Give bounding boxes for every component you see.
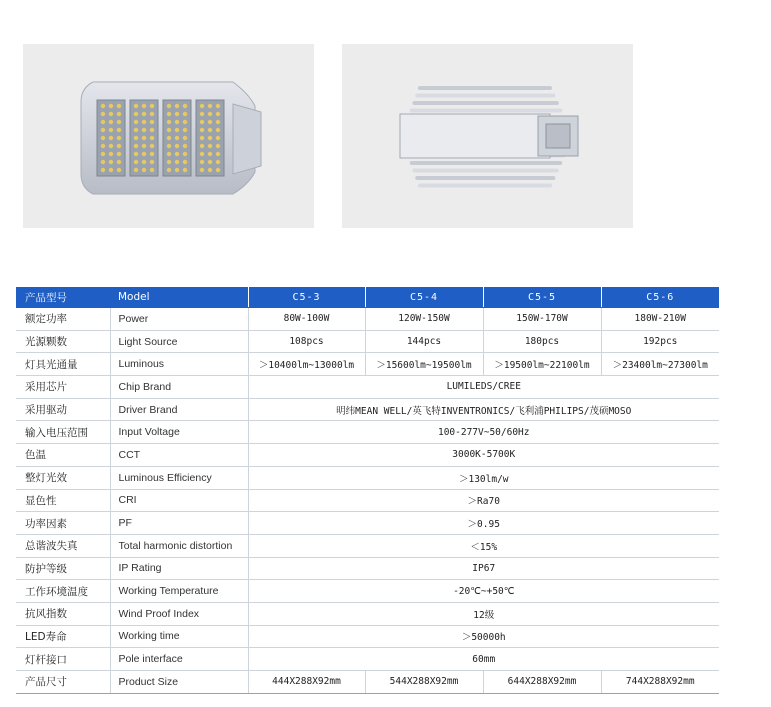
cell-value: 150W-170W [483,308,601,331]
led-dot [101,144,105,148]
cell-value: 180W-210W [601,308,719,331]
header-model-c5-6: C5-6 [601,287,719,308]
row-label-cn: 额定功率 [16,308,110,331]
table-row [16,512,719,535]
row-label-cn: LED寿命 [16,625,110,648]
product-photo-front [23,44,314,228]
led-dot [142,112,146,116]
led-dot [150,160,154,164]
led-dot [200,168,204,172]
led-dot [208,104,212,108]
led-dot [216,152,220,156]
led-dot [208,144,212,148]
led-dot [142,152,146,156]
heatsink-fin [412,169,558,173]
led-dot [117,160,121,164]
led-dot [101,120,105,124]
led-dot [109,136,113,140]
led-dot [216,104,220,108]
led-dot [117,128,121,132]
led-dot [101,160,105,164]
led-dot [175,120,179,124]
row-label-en: Working time [110,625,248,648]
table-row [16,671,719,694]
cell-value: 544X288X92mm [365,671,483,694]
led-dot [134,152,138,156]
led-dot [150,128,154,132]
led-dot [167,168,171,172]
cell-value: 80W-100W [248,308,365,331]
led-dot [167,144,171,148]
row-label-cn: 防护等级 [16,557,110,580]
header-model-c5-3: C5-3 [248,287,365,308]
row-label-cn: 功率因素 [16,512,110,535]
row-label-en: Chip Brand [110,376,248,399]
led-dot [183,128,187,132]
cell-value: ＞19500lm~22100lm [483,353,601,376]
led-dot [208,168,212,172]
led-dot [175,160,179,164]
cell-value: ＞23400lm~27300lm [601,353,719,376]
cell-value: 644X288X92mm [483,671,601,694]
row-label-en: Wind Proof Index [110,602,248,625]
led-dot [175,144,179,148]
cell-value: ＞15600lm~19500lm [365,353,483,376]
led-dot [134,112,138,116]
row-label-en: Total harmonic distortion [110,534,248,557]
led-dot [183,112,187,116]
table-row [16,602,719,625]
row-label-en: Input Voltage [110,421,248,444]
table-row [16,557,719,580]
led-dot [167,152,171,156]
led-dot [150,168,154,172]
row-label-en: Working Temperature [110,580,248,603]
row-label-cn: 光源颗数 [16,330,110,353]
led-dot [216,136,220,140]
led-dot [167,160,171,164]
table-row [16,330,719,353]
led-dot [216,128,220,132]
led-dot [167,120,171,124]
cell-value: ＞50000h [248,625,719,648]
cell-value: 明纬MEAN WELL/英飞特INVENTRONICS/飞利浦PHILIPS/茂硕MOSO [248,398,719,421]
led-dot [142,136,146,140]
row-label-en: Driver Brand [110,398,248,421]
cell-value: ＞Ra70 [248,489,719,512]
led-dot [183,160,187,164]
street-light-front-image [23,44,314,228]
led-dot [109,152,113,156]
table-row [16,376,719,399]
led-dot [109,120,113,124]
row-label-cn: 色温 [16,444,110,467]
cell-value: 60mm [248,648,719,671]
cell-value: 192pcs [601,330,719,353]
led-dot [109,104,113,108]
led-dot [175,168,179,172]
cell-value: -20℃~+50℃ [248,580,719,603]
led-dot [208,112,212,116]
led-dot [109,128,113,132]
row-label-en: Power [110,308,248,331]
table-row [16,353,719,376]
row-label-cn: 采用驱动 [16,398,110,421]
heatsink-fin [418,184,552,188]
led-dot [142,104,146,108]
header-model-en: Model [110,287,248,308]
row-label-en: Pole interface [110,648,248,671]
led-dot [167,136,171,140]
led-dot [109,168,113,172]
led-dot [150,152,154,156]
led-dot [183,104,187,108]
led-dot [208,152,212,156]
led-dot [200,104,204,108]
header-model-c5-5: C5-5 [483,287,601,308]
led-dot [200,120,204,124]
led-dot [183,144,187,148]
led-dot [167,104,171,108]
cell-value: 744X288X92mm [601,671,719,694]
row-label-cn: 采用芯片 [16,376,110,399]
led-dot [200,112,204,116]
row-label-en: Luminous Efficiency [110,466,248,489]
spec-table [16,287,719,694]
led-dot [109,112,113,116]
heatsink-fin [415,176,555,180]
led-dot [216,168,220,172]
led-dot [175,128,179,132]
cell-value: 3000K-5700K [248,444,719,467]
led-dot [142,120,146,124]
led-dot [117,120,121,124]
cell-value: ＜15% [248,534,719,557]
led-dot [117,152,121,156]
led-dot [117,144,121,148]
heatsink-fin [410,161,562,165]
street-light-back-image [342,44,633,228]
cell-value: ＞0.95 [248,512,719,535]
led-dot [142,160,146,164]
led-dot [167,112,171,116]
led-dot [175,136,179,140]
led-dot [101,104,105,108]
led-dot [109,160,113,164]
row-label-en: Luminous [110,353,248,376]
row-label-cn: 灯具光通量 [16,353,110,376]
row-label-cn: 工作环境温度 [16,580,110,603]
row-label-en: Product Size [110,671,248,694]
led-dot [150,120,154,124]
led-dot [150,112,154,116]
row-label-en: CCT [110,444,248,467]
table-row [16,625,719,648]
led-dot [134,128,138,132]
led-dot [175,104,179,108]
led-dot [150,144,154,148]
cell-value: ＞10400lm~13000lm [248,353,365,376]
led-dot [134,104,138,108]
table-row [16,444,719,467]
led-dot [142,144,146,148]
cell-value: 100-277V~50/60Hz [248,421,719,444]
cell-value: 144pcs [365,330,483,353]
led-dot [101,168,105,172]
led-dot [200,144,204,148]
led-dot [216,144,220,148]
row-label-en: PF [110,512,248,535]
led-dot [175,152,179,156]
led-dot [101,112,105,116]
led-dot [216,120,220,124]
led-dot [134,120,138,124]
led-dot [208,120,212,124]
led-dot [142,128,146,132]
led-dot [208,160,212,164]
row-label-en: Light Source [110,330,248,353]
led-dot [101,152,105,156]
led-dot [117,168,121,172]
table-row [16,534,719,557]
table-row [16,489,719,512]
cell-value: 444X288X92mm [248,671,365,694]
led-dot [150,136,154,140]
led-dot [183,120,187,124]
product-photo-back [342,44,633,228]
row-label-cn: 灯杆接口 [16,648,110,671]
row-label-cn: 整灯光效 [16,466,110,489]
led-dot [183,152,187,156]
cell-value: 180pcs [483,330,601,353]
led-dot [200,160,204,164]
led-dot [134,160,138,164]
led-dot [109,144,113,148]
row-label-en: CRI [110,489,248,512]
table-row [16,398,719,421]
table-row [16,580,719,603]
heatsink-fin [412,101,558,105]
led-dot [134,136,138,140]
led-dot [117,104,121,108]
led-dot [101,128,105,132]
led-dot [150,104,154,108]
led-dot [142,168,146,172]
row-label-en: IP Rating [110,557,248,580]
led-dot [167,128,171,132]
led-dot [134,144,138,148]
led-dot [183,136,187,140]
header-model-c5-4: C5-4 [365,287,483,308]
led-dot [117,136,121,140]
led-dot [208,136,212,140]
cell-value: ＞130lm/w [248,466,719,489]
heatsink-fin [415,94,555,98]
row-label-cn: 产品尺寸 [16,671,110,694]
cell-value: IP67 [248,557,719,580]
spec-header-row [16,287,719,308]
led-dot [183,168,187,172]
led-dot [216,112,220,116]
table-row [16,421,719,444]
row-label-cn: 总谐波失真 [16,534,110,557]
led-dot [117,112,121,116]
led-dot [200,152,204,156]
led-dot [200,128,204,132]
cell-value: LUMILEDS/CREE [248,376,719,399]
led-dot [175,112,179,116]
row-label-cn: 输入电压范围 [16,421,110,444]
led-dot [200,136,204,140]
led-dot [216,160,220,164]
cell-value: 108pcs [248,330,365,353]
table-row [16,648,719,671]
heatsink-fin [418,86,552,90]
row-label-cn: 显色性 [16,489,110,512]
table-row [16,466,719,489]
led-dot [101,136,105,140]
cell-value: 12级 [248,602,719,625]
led-dot [134,168,138,172]
heatsink-fin [410,109,562,113]
row-label-cn: 抗风指数 [16,602,110,625]
table-row [16,308,719,331]
header-model-cn: 产品型号 [16,287,110,308]
cell-value: 120W-150W [365,308,483,331]
led-dot [208,128,212,132]
